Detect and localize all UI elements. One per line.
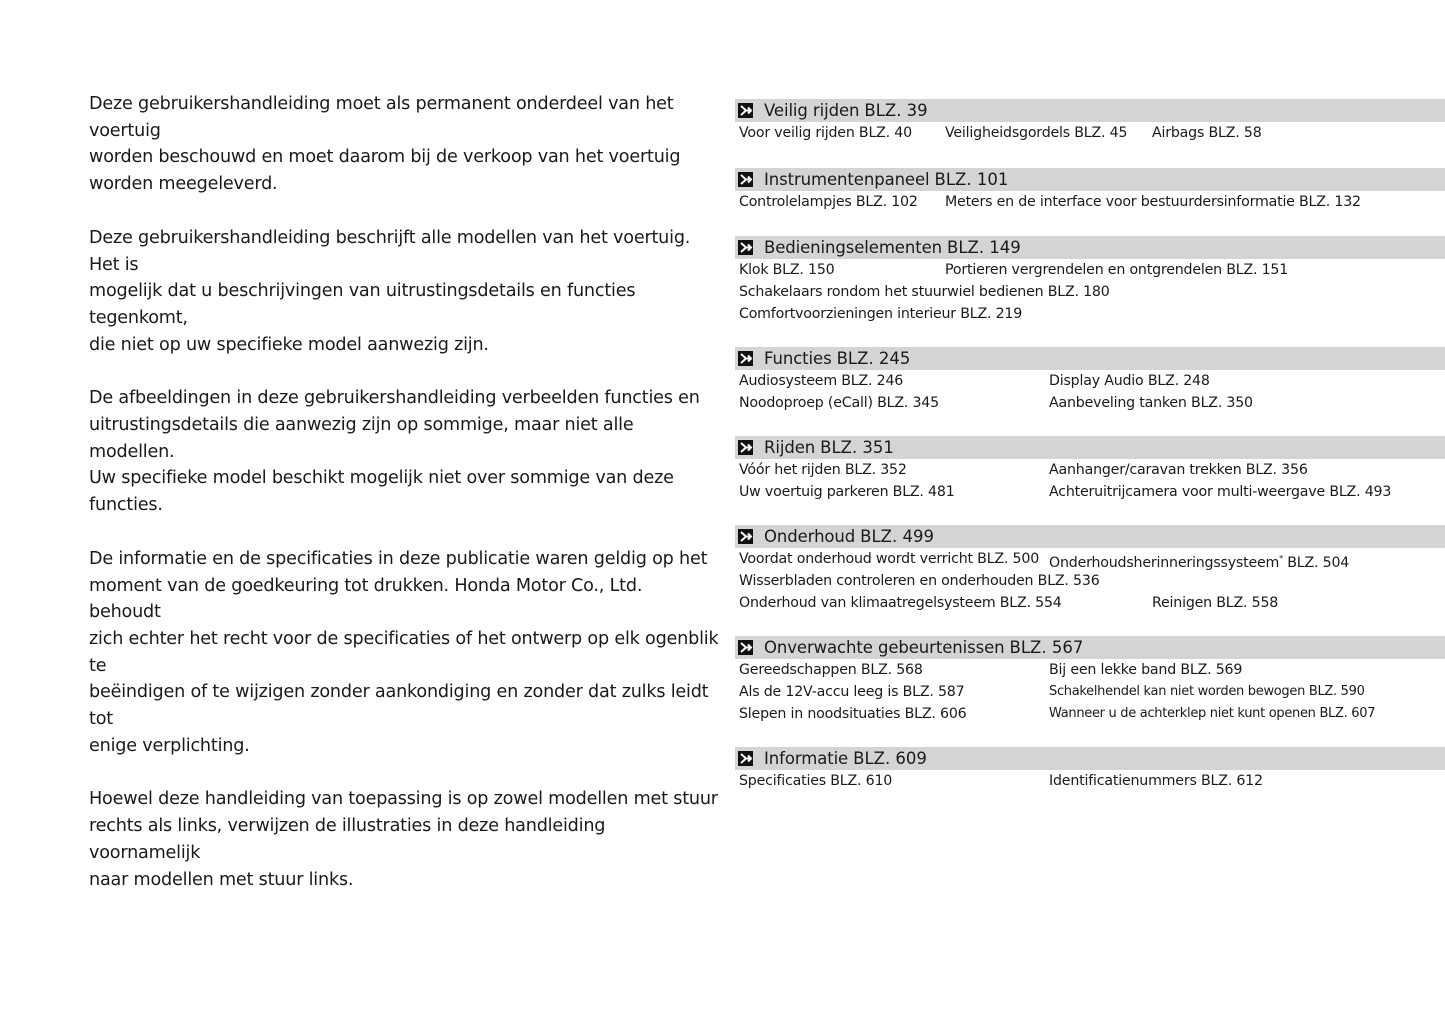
toc-link[interactable]: Achteruitrijcamera voor multi-weergave BLZ. 493 (1049, 484, 1392, 500)
toc-link[interactable]: Controlelampjes BLZ. 102 (739, 194, 918, 210)
toc-section-veilig-rijden (735, 99, 1445, 144)
table-of-contents (735, 99, 1445, 792)
intro-paragraph: Hoewel deze handleiding van toepassing is op zowel modellen met stuur rechts als links, verwijzen de illustraties in deze handleiding voornamelijk naar modellen met stuur links. (89, 789, 718, 890)
toc-section-title: Veilig rijden (764, 101, 860, 120)
toc-section-page: BLZ. 499 (860, 527, 934, 546)
toc-section-instrumentenpaneel (735, 168, 1445, 213)
toc-link[interactable]: Display Audio BLZ. 248 (1049, 373, 1210, 389)
toc-section-header[interactable] (735, 99, 1445, 122)
toc-section-title: Instrumentenpaneel (764, 170, 930, 189)
toc-link[interactable]: Wanneer u de achterklep niet kunt openen BLZ. 607 (1049, 706, 1376, 721)
toc-link[interactable]: Audiosysteem BLZ. 246 (739, 373, 904, 389)
arrow-right-icon (738, 529, 753, 544)
toc-row (739, 592, 1445, 614)
intro-paragraph: De informatie en de specificaties in deze publicatie waren geldig op het moment van de goedkeuring tot drukken. Honda Motor Co., Ltd. behoudt zich echter het recht voor de specificaties of het ontwerp op elk ogenblik te beëindigen of te wijzigen zonder aankondiging en zonder dat zulks leidt tot enige verplichting. (89, 548, 719, 756)
toc-row (739, 703, 1445, 725)
toc-link[interactable]: Aanbeveling tanken BLZ. 350 (1049, 395, 1253, 411)
intro-paragraph: Deze gebruikershandleiding beschrijft alle modellen van het voertuig. Het is mogelijk dat u beschrijvingen van uitrustingsdetails en functies tegenkomt, die niet op uw specifieke model aanwezig zijn. (89, 227, 691, 355)
intro-paragraph: De afbeeldingen in deze gebruikershandleiding verbeelden functies en uitrustingsdetails die aanwezig zijn op sommige, maar niet alle modellen. Uw specifieke model beschikt mogelijk niet over sommige van deze functies. (89, 388, 700, 516)
toc-section-page: BLZ. 149 (947, 238, 1021, 257)
toc-section-page: BLZ. 245 (836, 349, 911, 368)
toc-section-bedieningselementen (735, 236, 1445, 325)
toc-section-onverwachte-gebeurtenissen (735, 636, 1445, 725)
toc-link[interactable]: Vóór het rijden BLZ. 352 (739, 462, 907, 478)
toc-section-header[interactable] (735, 747, 1445, 770)
toc-row (739, 659, 1445, 681)
toc-row (739, 259, 1445, 281)
toc-link[interactable]: Identificatienummers BLZ. 612 (1049, 773, 1263, 789)
toc-section-page: BLZ. 101 (934, 170, 1009, 189)
toc-row (739, 548, 1445, 570)
toc-section-title: Functies (764, 349, 832, 368)
toc-link[interactable]: Veiligheidsgordels BLZ. 45 (945, 125, 1128, 141)
toc-link[interactable]: Comfortvoorzieningen interieur BLZ. 219 (739, 306, 1023, 322)
toc-section-onderhoud (735, 525, 1445, 614)
toc-section-header[interactable] (735, 525, 1445, 548)
toc-section-header[interactable] (735, 436, 1445, 459)
arrow-right-icon (738, 440, 753, 455)
arrow-right-icon (738, 351, 753, 366)
toc-link[interactable]: Portieren vergrendelen en ontgrendelen BLZ. 151 (945, 262, 1289, 278)
toc-section-header[interactable] (735, 168, 1445, 191)
toc-link[interactable]: Uw voertuig parkeren BLZ. 481 (739, 484, 955, 500)
toc-link[interactable]: Bij een lekke band BLZ. 569 (1049, 662, 1243, 678)
toc-section-functies (735, 347, 1445, 414)
toc-link[interactable]: Voordat onderhoud wordt verricht BLZ. 500 (739, 551, 1040, 567)
toc-section-title: Informatie (764, 749, 849, 768)
toc-link[interactable]: Gereedschappen BLZ. 568 (739, 662, 923, 678)
intro-paragraph: Deze gebruikershandleiding moet als permanent onderdeel van het voertuig worden beschouwd en moet daarom bij de verkoop van het voertuig worden meegeleverd. (89, 94, 681, 195)
toc-link[interactable]: Onderhoud van klimaatregelsysteem BLZ. 554 (739, 595, 1062, 611)
toc-link[interactable]: Reinigen BLZ. 558 (1152, 595, 1279, 611)
toc-section-page: BLZ. 351 (820, 438, 894, 457)
arrow-right-icon (738, 103, 753, 118)
toc-link[interactable]: Als de 12V-accu leeg is BLZ. 587 (739, 684, 965, 700)
arrow-right-icon (738, 240, 753, 255)
toc-row (739, 191, 1445, 213)
toc-section-title: Onverwachte gebeurtenissen (764, 638, 1005, 657)
toc-row (739, 370, 1445, 392)
arrow-right-icon (738, 640, 753, 655)
toc-row (739, 459, 1445, 481)
toc-section-title: Onderhoud (764, 527, 856, 546)
toc-row (739, 770, 1445, 792)
toc-section-rijden (735, 436, 1445, 503)
footnote-marker: * (1279, 554, 1283, 563)
toc-section-page: BLZ. 39 (864, 101, 928, 120)
toc-row (739, 392, 1445, 414)
toc-section-page: BLZ. 567 (1009, 638, 1084, 657)
toc-row (739, 681, 1445, 703)
intro-text (89, 91, 719, 920)
toc-section-header[interactable] (735, 347, 1445, 370)
toc-link[interactable]: Klok BLZ. 150 (739, 262, 835, 278)
toc-section-header[interactable] (735, 236, 1445, 259)
toc-row (739, 303, 1445, 325)
toc-link[interactable]: Noodoproep (eCall) BLZ. 345 (739, 395, 939, 411)
toc-link[interactable]: Wisserbladen controleren en onderhouden BLZ. 536 (739, 573, 1100, 589)
toc-link[interactable]: Schakelhendel kan niet worden bewogen BLZ. 590 (1049, 684, 1365, 699)
toc-section-informatie (735, 747, 1445, 792)
toc-link[interactable]: Slepen in noodsituaties BLZ. 606 (739, 706, 967, 722)
toc-section-header[interactable] (735, 636, 1445, 659)
toc-row (739, 281, 1445, 303)
toc-link[interactable]: Onderhoudsherinneringssysteem* BLZ. 504 (1049, 554, 1350, 571)
toc-link[interactable]: Voor veilig rijden BLZ. 40 (739, 125, 912, 141)
toc-link[interactable]: Aanhanger/caravan trekken BLZ. 356 (1049, 462, 1308, 478)
toc-link[interactable]: Schakelaars rondom het stuurwiel bedienen BLZ. 180 (739, 284, 1110, 300)
toc-section-title: Bedieningselementen (764, 238, 942, 257)
toc-row (739, 481, 1445, 503)
arrow-right-icon (738, 751, 753, 766)
toc-link[interactable]: Airbags BLZ. 58 (1152, 125, 1262, 141)
toc-link[interactable]: Meters en de interface voor bestuurdersinformatie BLZ. 132 (945, 194, 1361, 210)
toc-row (739, 570, 1445, 592)
toc-row (739, 122, 1445, 144)
toc-section-page: BLZ. 609 (853, 749, 927, 768)
arrow-right-icon (738, 172, 753, 187)
toc-section-title: Rijden (764, 438, 816, 457)
toc-link[interactable]: Specificaties BLZ. 610 (739, 773, 893, 789)
